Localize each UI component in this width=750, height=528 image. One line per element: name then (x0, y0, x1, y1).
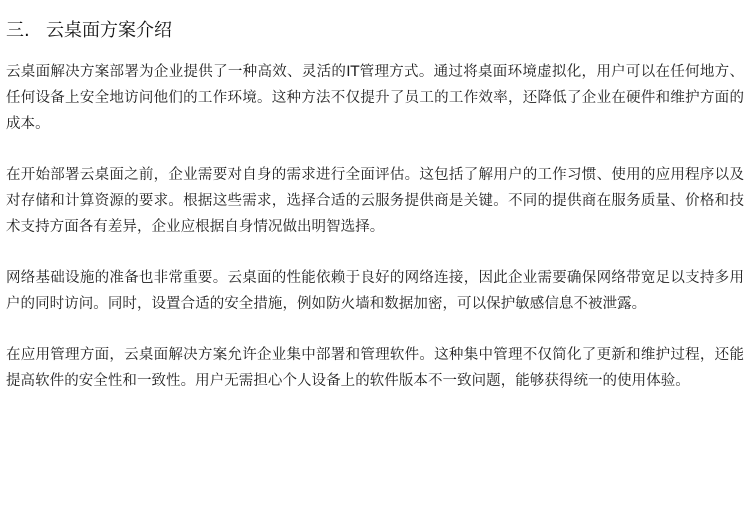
paragraph-app-management: 在应用管理方面，云桌面解决方案允许企业集中部署和管理软件。这种集中管理不仅简化了更新和维护过程，还能提高软件的安全性和一致性。用户无需担心个人设备上的软件版本不一致问题，能够获得统一的使用体验。 (6, 347, 744, 389)
paragraph-intro: 云桌面解决方案部署为企业提供了一种高效、灵活的IT管理方式。通过将桌面环境虚拟化，用户可以在任何地方、任何设备上安全地访问他们的工作环境。这种方法不仅提升了员工的工作效率，还降低了企业在硬件和维护方面的成本。 (6, 64, 744, 132)
paragraph-assessment: 在开始部署云桌面之前，企业需要对自身的需求进行全面评估。这包括了解用户的工作习惯、使用的应用程序以及对存储和计算资源的要求。根据这些需求，选择合适的云服务提供商是关键。不同的提供商在服务质量、价格和技术支持方面各有差异，企业应根据自身情况做出明智选择。 (6, 167, 744, 235)
section-title: 云桌面方案介绍 (46, 20, 172, 41)
section-heading (6, 17, 744, 45)
section-number: 三. (6, 20, 30, 41)
paragraph-network: 网络基础设施的准备也非常重要。云桌面的性能依赖于良好的网络连接，因此企业需要确保网络带宽足以支持多用户的同时访问。同时，设置合适的安全措施，例如防火墙和数据加密，可以保护敏感信息不被泄露。 (6, 270, 744, 312)
